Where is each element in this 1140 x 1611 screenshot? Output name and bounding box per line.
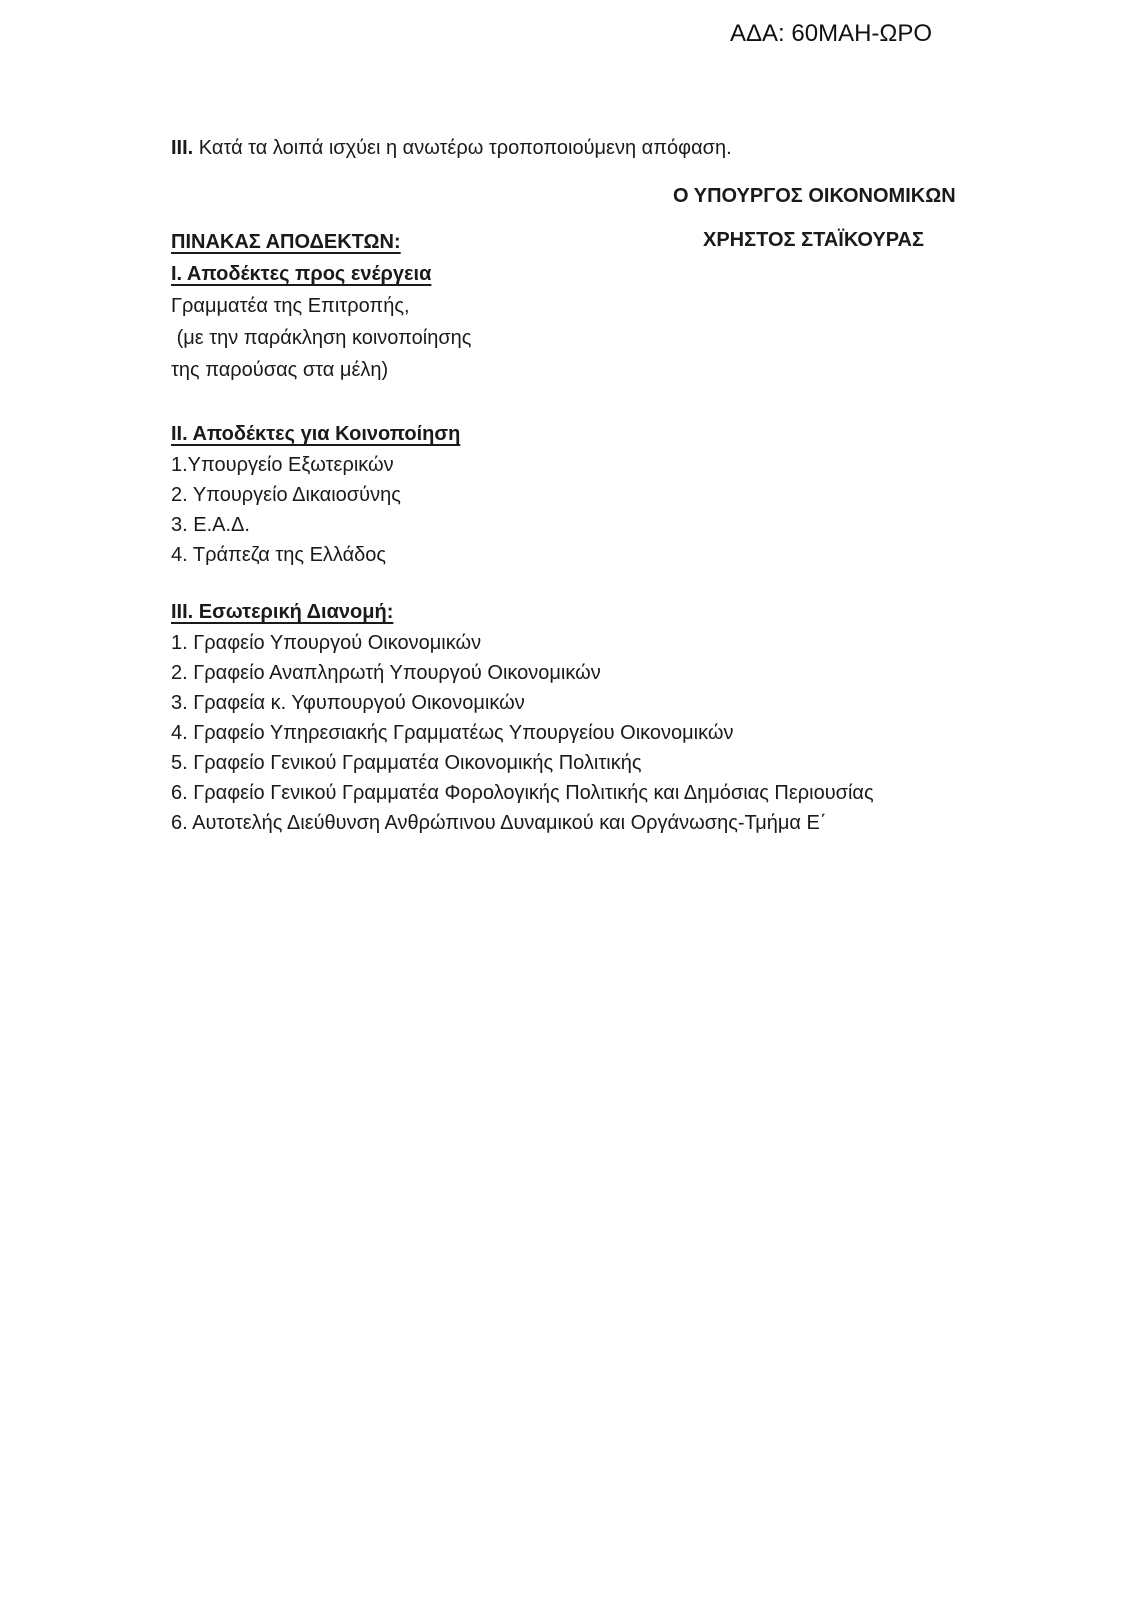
section-2-item: 4. Τράπεζα της Ελλάδος	[171, 544, 387, 566]
section-1-line: (με την παράκληση κοινοποίησης	[171, 327, 472, 349]
minister-title: Ο ΥΠΟΥΡΓΟΣ ΟΙΚΟΝΟΜΙΚΩΝ	[673, 185, 956, 207]
section-2-item: 2. Υπουργείο Δικαιοσύνης	[171, 484, 401, 506]
section-3-item: 4. Γραφείο Υπηρεσιακής Γραμματέως Υπουργείου Οικονομικών	[171, 722, 734, 744]
section-1-heading: Ι. Αποδέκτες προς ενέργεια	[171, 263, 432, 285]
section-1-line: Γραμματέα της Επιτροπής,	[171, 295, 410, 317]
section-1-line: της παρούσας στα μέλη)	[171, 359, 389, 381]
section-3-item: 6. Γραφείο Γενικού Γραμματέα Φορολογικής Πολιτικής και Δημόσιας Περιουσίας	[171, 782, 874, 804]
section-3-item: 5. Γραφείο Γενικού Γραμματέα Οικονομικής Πολιτικής	[171, 752, 642, 774]
section-3-item: 2. Γραφείο Αναπληρωτή Υπουργού Οικονομικών	[171, 662, 601, 684]
intro-text: Κατά τα λοιπά ισχύει η ανωτέρω τροποποιούμενη απόφαση.	[193, 137, 732, 159]
recipients-list-heading: ΠΙΝΑΚΑΣ ΑΠΟΔΕΚΤΩΝ:	[171, 231, 401, 253]
intro-paragraph	[171, 132, 991, 164]
section-3-item: 3. Γραφεία κ. Υφυπουργού Οικονομικών	[171, 692, 525, 714]
section-2-item: 3. Ε.Α.Δ.	[171, 514, 250, 536]
document-body	[171, 132, 991, 838]
section-2-item: 1.Υπουργείο Εξωτερικών	[171, 454, 394, 476]
section-3-item: 6. Αυτοτελής Διεύθυνση Ανθρώπινου Δυναμικού και Οργάνωσης-Τμήμα Ε΄	[171, 812, 827, 834]
ada-reference: ΑΔΑ: 60ΜΑΗ-ΩΡΟ	[730, 20, 933, 47]
section-3-heading: ΙΙΙ. Εσωτερική Διανομή:	[171, 601, 394, 623]
minister-name: ΧΡΗΣΤΟΣ ΣΤΑΪΚΟΥΡΑΣ	[703, 229, 924, 251]
section-2-heading: ΙΙ. Αποδέκτες για Κοινοποίηση	[171, 423, 461, 445]
intro-numeral: III.	[171, 137, 194, 159]
section-3-item: 1. Γραφείο Υπουργού Οικονομικών	[171, 632, 482, 654]
